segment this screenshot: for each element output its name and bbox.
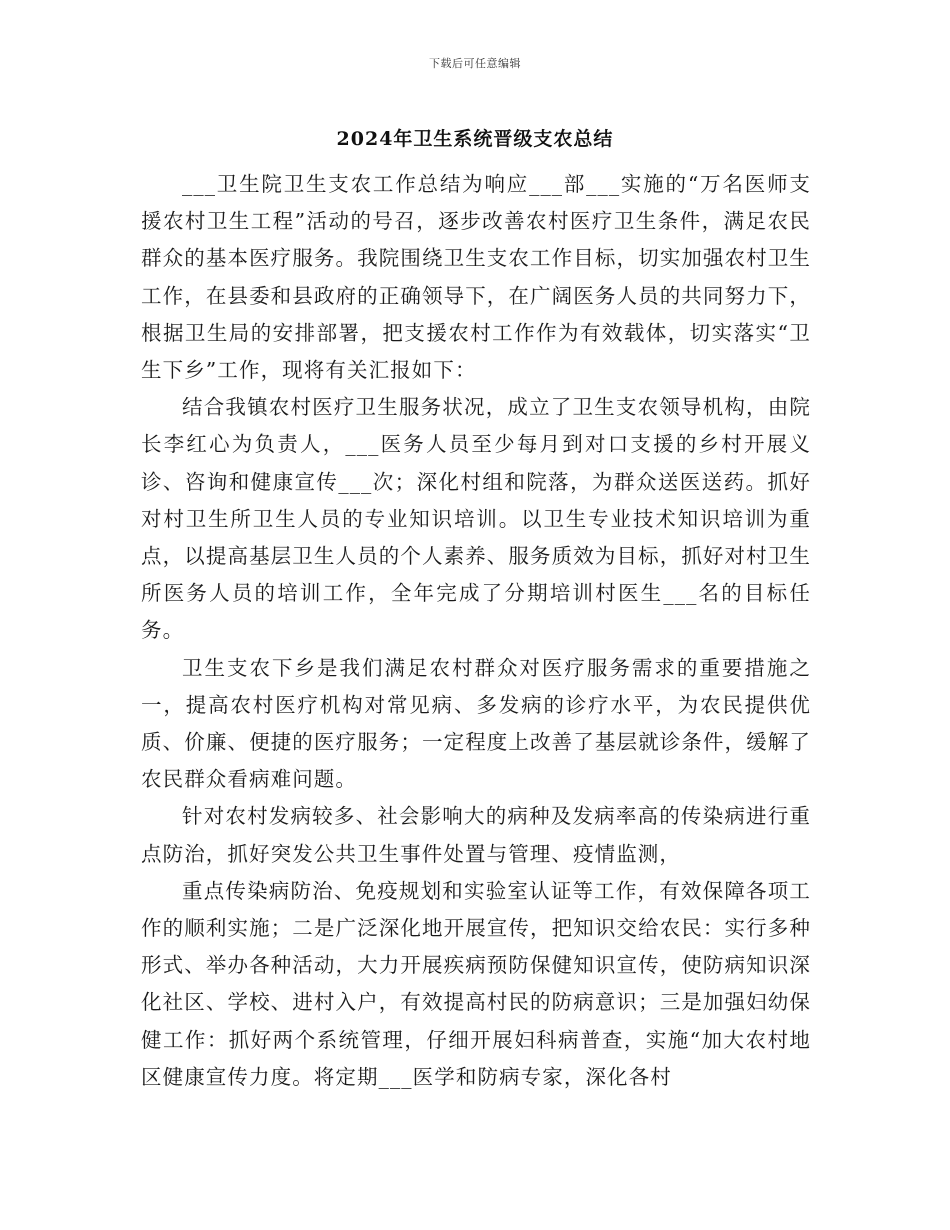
paragraph: 结合我镇农村医疗卫生服务状况，成立了卫生支农领导机构，由院长李红心为负责人，___医务人员至少每月到对口支援的乡村开展义诊、咨询和健康宣传___次；深化村组和院落，为群众送医送药。抓好对村卫生所卫生人员的专业知识培训。以卫生专业技术知识培训为重点，以提高基层卫生人员的个人素养、服务质效为目标，抓好对村卫生所医务人员的培训工作，全年完成了分期培训村医生___名的目标任务。 [141,395,811,643]
paragraph: 针对农村发病较多、社会影响大的病种及发病率高的传染病进行重点防治，抓好突发公共卫生事件处置与管理、疫情监测， [141,804,811,866]
paragraph: 卫生支农下乡是我们满足农村群众对医疗服务需求的重要措施之一，提高农村医疗机构对常见病、多发病的诊疗水平，为农民提供优质、价廉、便捷的医疗服务；一定程度上改善了基层就诊条件，缓解了农民群众看病难问题。 [141,655,811,792]
document-title: 2024年卫生系统晋级支农总结 [336,128,614,150]
header-note: 下载后可任意编辑 [429,57,521,70]
document-body [141,166,811,1096]
paragraph: 重点传染病防治、免疫规划和实验室认证等工作，有效保障各项工作的顺利实施；二是广泛深化地开展宣传，把知识交给农民：实行多种形式、举办各种活动，大力开展疾病预防保健知识宣传，使防病知识深化社区、学校、进村入户，有效提高村民的防病意识；三是加强妇幼保健工作：抓好两个系统管理，仔细开展妇科病普查，实施“加大农村地区健康宣传力度。将定期___医学和防病专家，深化各村 [141,878,811,1089]
paragraph: ___卫生院卫生支农工作总结为响应___部___实施的“万名医师支援农村卫生工程”活动的号召，逐步改善农村医疗卫生条件，满足农民群众的基本医疗服务。我院围绕卫生支农工作目标，切实加强农村卫生工作，在县委和县政府的正确领导下，在广阔医务人员的共同努力下，根据卫生局的安排部署，把支援农村工作作为有效载体，切实落实“卫生下乡”工作，现将有关汇报如下： [141,172,811,383]
